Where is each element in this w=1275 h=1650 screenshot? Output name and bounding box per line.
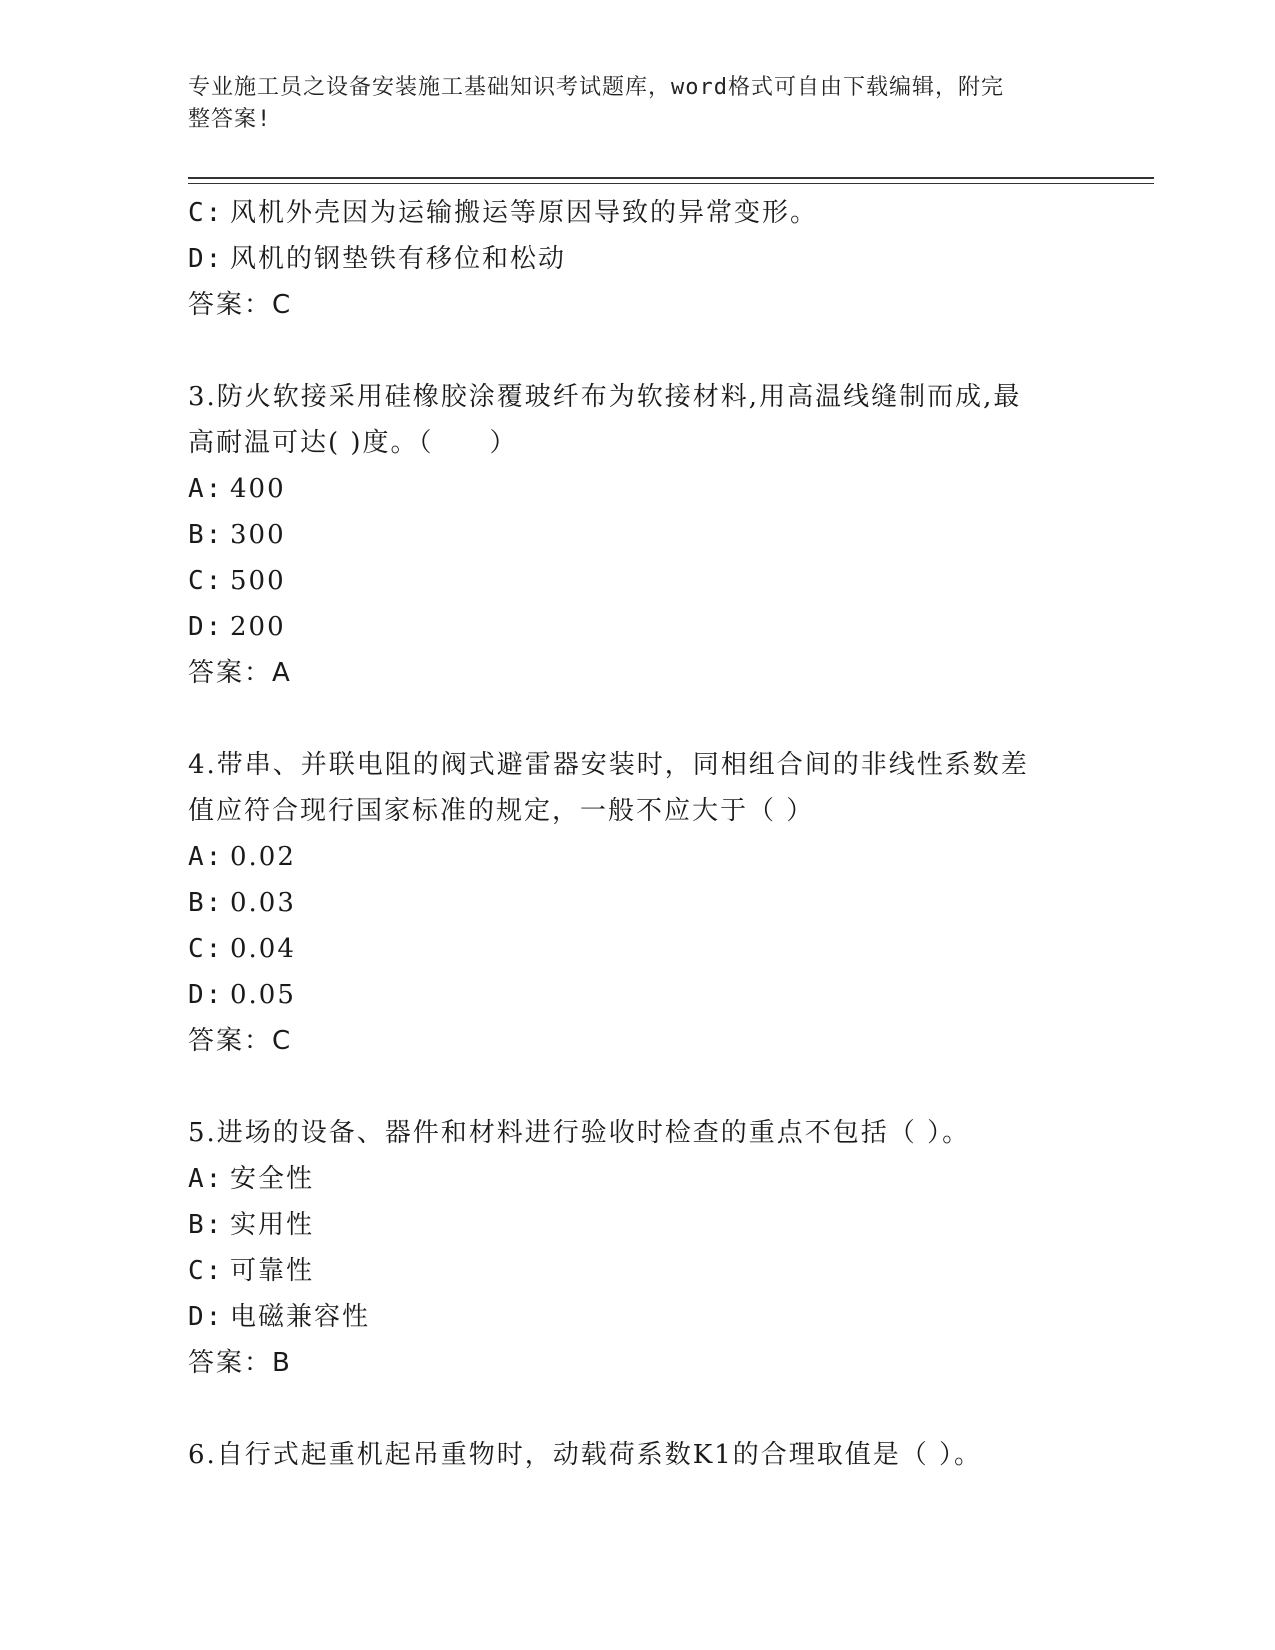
option-a — [188, 466, 1088, 512]
option-label: C: — [188, 198, 224, 228]
question-stem-line: 3.防火软接采用硅橡胶涂覆玻纤布为软接材料,用高温线缝制而成,最 — [188, 382, 1022, 412]
spacer — [188, 1386, 1088, 1432]
option-text: 安全性 — [230, 1164, 315, 1194]
option-label: D: — [188, 244, 224, 274]
option-label: D: — [188, 612, 224, 642]
option-label: D: — [188, 980, 224, 1010]
option-text: 实用性 — [230, 1210, 315, 1240]
option-a — [188, 1156, 1088, 1202]
option-d — [188, 972, 1088, 1018]
option-text: 风机的钢垫铁有移位和松动 — [230, 244, 567, 274]
option-text: 300 — [230, 520, 286, 550]
header-line-2: 整答案! — [188, 107, 272, 132]
option-d — [188, 236, 1088, 282]
question-4 — [188, 742, 1088, 1064]
option-c — [188, 1248, 1088, 1294]
document-body — [188, 190, 1088, 1478]
option-text: 可靠性 — [230, 1256, 315, 1286]
option-text: 电磁兼容性 — [230, 1302, 371, 1332]
option-label: B: — [188, 1210, 224, 1240]
option-d — [188, 604, 1088, 650]
question-stem-line: 值应符合现行国家标准的规定，一般不应大于（ ） — [188, 796, 815, 826]
option-c — [188, 190, 1088, 236]
answer-line: 答案：C — [188, 1026, 293, 1056]
spacer — [188, 328, 1088, 374]
option-text: 0.04 — [230, 934, 296, 964]
question-stem-line: 4.带串、并联电阻的阀式避雷器安装时，同相组合间的非线性系数差 — [188, 750, 1029, 780]
option-b — [188, 880, 1088, 926]
option-b — [188, 1202, 1088, 1248]
header-divider-thick — [188, 177, 1154, 179]
option-text: 风机外壳因为运输搬运等原因导致的异常变形。 — [230, 198, 819, 228]
option-label: A: — [188, 474, 224, 504]
option-text: 500 — [230, 566, 286, 596]
question-5 — [188, 1110, 1088, 1386]
spacer — [188, 696, 1088, 742]
option-label: D: — [188, 1302, 224, 1332]
question-2-continued — [188, 190, 1088, 328]
header-divider-thin — [188, 183, 1154, 184]
option-a — [188, 834, 1088, 880]
spacer — [188, 1064, 1088, 1110]
option-label: A: — [188, 1164, 224, 1194]
option-c — [188, 558, 1088, 604]
option-b — [188, 512, 1088, 558]
question-stem-line: 5.进场的设备、器件和材料进行验收时检查的重点不包括（ ）。 — [188, 1118, 971, 1148]
option-d — [188, 1294, 1088, 1340]
document-header — [188, 72, 1068, 136]
option-c — [188, 926, 1088, 972]
question-6 — [188, 1432, 1088, 1478]
question-3 — [188, 374, 1088, 696]
option-text: 0.03 — [230, 888, 296, 918]
option-label: C: — [188, 1256, 224, 1286]
option-text: 0.02 — [230, 842, 296, 872]
question-stem-line: 6.自行式起重机起吊重物时，动载荷系数K1的合理取值是（ ）。 — [188, 1440, 983, 1470]
header-line-1: 专业施工员之设备安装施工基础知识考试题库，word格式可自由下载编辑，附完 — [188, 75, 1004, 100]
question-stem-line: 高耐温可达( )度。（ ） — [188, 428, 518, 458]
option-label: C: — [188, 566, 224, 596]
option-text: 400 — [230, 474, 286, 504]
answer-line: 答案：B — [188, 1348, 292, 1378]
option-label: A: — [188, 842, 224, 872]
answer-line: 答案：A — [188, 658, 292, 688]
option-label: B: — [188, 888, 224, 918]
answer-line: 答案：C — [188, 290, 293, 320]
option-text: 200 — [230, 612, 286, 642]
option-label: C: — [188, 934, 224, 964]
option-label: B: — [188, 520, 224, 550]
option-text: 0.05 — [230, 980, 296, 1010]
